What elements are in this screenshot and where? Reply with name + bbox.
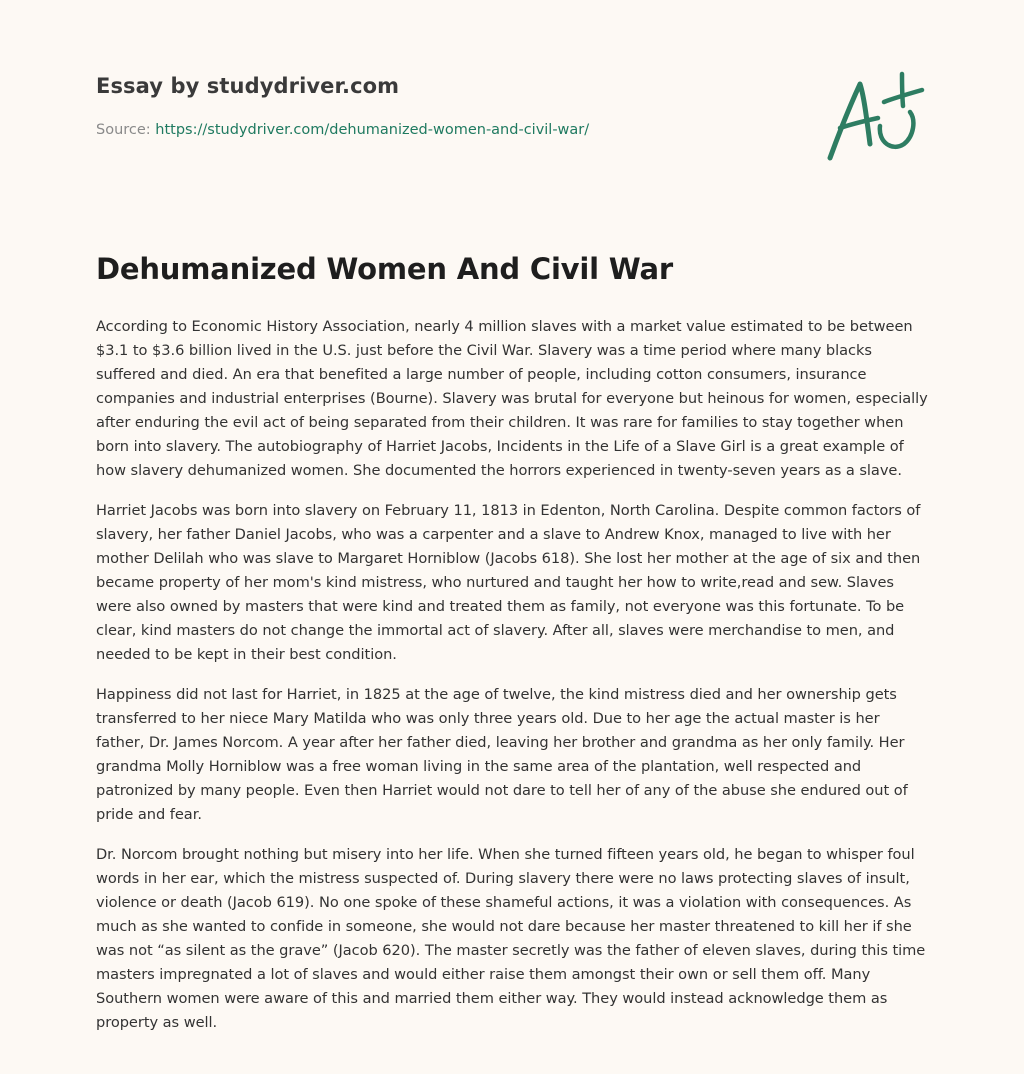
paragraph: Happiness did not last for Harriet, in 1825 at the age of twelve, the kind mistress died and her ownership gets transferred to her niece Mary Matilda who was only three years old. Due to her age the actual master is her father, Dr. James Norcom. A year after her father died, leaving her brother and grandma as her only family. Her grandma Molly Horniblow was a free woman living in the same area of the plantation, well respected and patronized by many people. Even then Harriet would not dare to tell her of any of the abuse she endured out of pride and fear. xyxy=(96,686,908,823)
article-body xyxy=(96,315,932,1051)
source-link[interactable]: https://studydriver.com/dehumanized-women-and-civil-war/ xyxy=(155,122,590,138)
paragraph: According to Economic History Association, nearly 4 million slaves with a market value estimated to be between $3.1 to $3.6 billion lived in the U.S. just before the Civil War. Slavery was a time period where many blacks suffered and died. An era that benefited a large number of people, including cotton consumers, insurance companies and industrial enterprises (Bourne). Slavery was brutal for everyone but heinous for women, especially after enduring the evil act of being separated from their children. It was rare for families to stay together when born into slavery. The autobiography of Harriet Jacobs, Incidents in the Life of a Slave Girl is a great example of how slavery dehumanized women. She documented the horrors experienced in twenty-seven years as a slave. xyxy=(96,318,928,479)
paragraph: Dr. Norcom brought nothing but misery into her life. When she turned fifteen years old, he began to whisper foul words in her ear, which the mistress suspected of. During slavery there were no laws protecting slaves of insult, violence or death (Jacob 619). No one spoke of these shameful actions, it was a violation with consequences. As much as she wanted to confide in someone, she would not dare because her master threatened to kill her if she was not “as silent as the grave” (Jacob 620). The master secretly was the father of eleven slaves, during this time masters impregnated a lot of slaves and would either raise them amongst their own or sell them off. Many Southern women were aware of this and married them either way. They would instead acknowledge them as property as well. xyxy=(96,846,926,1031)
page-header xyxy=(96,74,796,138)
paragraph: Harriet Jacobs was born into slavery on February 11, 1813 in Edenton, North Carolina. Despite common factors of slavery, her father Daniel Jacobs, who was a carpenter and a slave to Andrew Knox, managed to live with her mother Delilah who was slave to Margaret Horniblow (Jacobs 618). She lost her mother at the age of six and then became property of her mom's kind mistress, who nurtured and taught her how to write,read and sew. Slaves were also owned by masters that were kind and treated them as family, not everyone was this fortunate. To be clear, kind masters do not change the immortal act of slavery. After all, slaves were merchandise to men, and needed to be kept in their best condition. xyxy=(96,502,921,663)
article-title: Dehumanized Women And Civil War xyxy=(96,252,673,286)
source-line xyxy=(96,122,796,138)
source-label: Source: xyxy=(96,122,156,138)
site-title: Essay by studydriver.com xyxy=(96,74,400,98)
a-plus-logo-icon xyxy=(820,66,930,166)
